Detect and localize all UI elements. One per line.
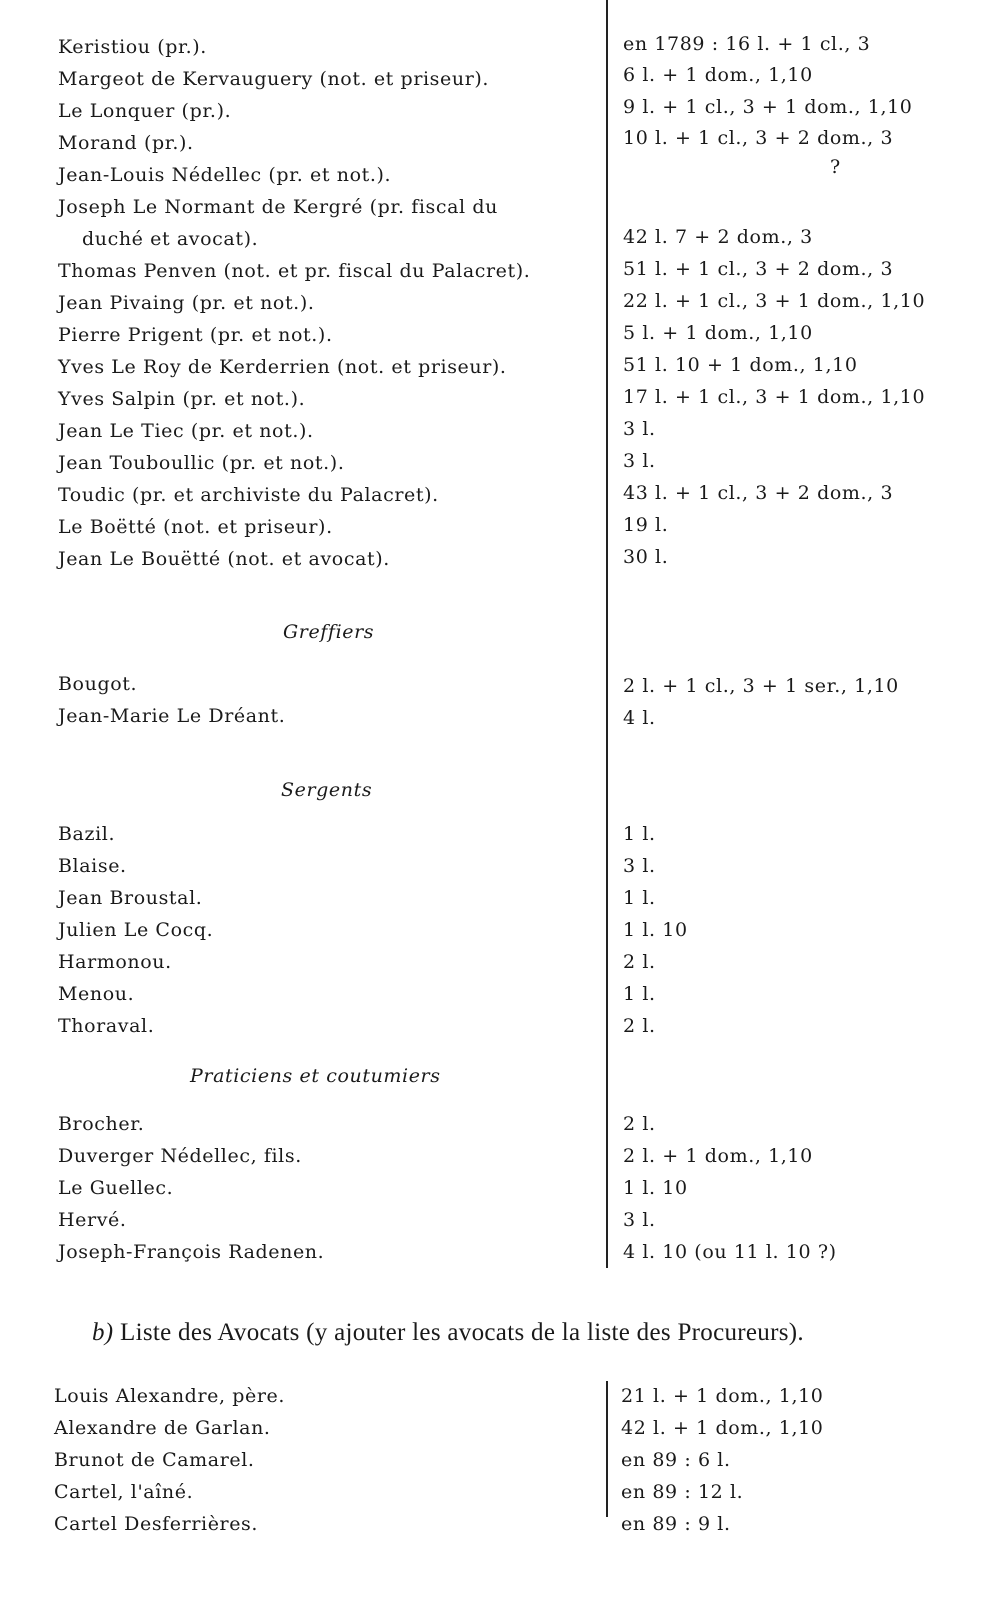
entry-value: 5 l. + 1 dom., 1,10 xyxy=(623,322,813,344)
entry-value: en 89 : 12 l. xyxy=(621,1481,744,1503)
entry-name: Joseph-François Radenen. xyxy=(58,1241,325,1263)
entry-value: ? xyxy=(830,156,841,178)
column-divider-top xyxy=(606,0,608,1268)
entry-value: 2 l. xyxy=(623,1113,656,1135)
section-heading-praticiens: Praticiens et coutumiers xyxy=(190,1065,441,1087)
entry-name: Alexandre de Garlan. xyxy=(54,1417,271,1439)
entry-value: 30 l. xyxy=(623,546,669,568)
entry-name: Jean-Louis Nédellec (pr. et not.). xyxy=(58,164,392,186)
entry-value: 1 l. 10 xyxy=(623,1177,688,1199)
entry-name: Yves Salpin (pr. et not.). xyxy=(58,388,306,410)
entry-name: Brunot de Camarel. xyxy=(54,1449,255,1471)
entry-value: 17 l. + 1 cl., 3 + 1 dom., 1,10 xyxy=(623,386,926,408)
entry-value: 3 l. xyxy=(623,418,656,440)
column-divider-bottom xyxy=(606,1381,608,1517)
entry-value: 21 l. + 1 dom., 1,10 xyxy=(621,1385,824,1407)
entry-name: Cartel, l'aîné. xyxy=(54,1481,194,1503)
entry-name: Jean Touboullic (pr. et not.). xyxy=(58,452,345,474)
section-title-avocats xyxy=(92,1319,804,1347)
entry-name: Morand (pr.). xyxy=(58,132,194,154)
entry-value: 1 l. xyxy=(623,887,656,909)
entry-name: Menou. xyxy=(58,983,135,1005)
entry-value: 4 l. xyxy=(623,707,656,729)
entry-value: 9 l. + 1 cl., 3 + 1 dom., 1,10 xyxy=(623,96,913,118)
entry-value: 2 l. xyxy=(623,1015,656,1037)
section-heading-greffiers: Greffiers xyxy=(283,621,375,643)
entry-name: Thomas Penven (not. et pr. fiscal du Palacret). xyxy=(58,260,531,282)
entry-name: Louis Alexandre, père. xyxy=(54,1385,286,1407)
entry-name: Harmonou. xyxy=(58,951,172,973)
entry-name: Bougot. xyxy=(58,673,138,695)
entry-value: 51 l. + 1 cl., 3 + 2 dom., 3 xyxy=(623,258,894,280)
entry-value: 3 l. xyxy=(623,450,656,472)
entry-name: Blaise. xyxy=(58,855,127,877)
entry-value: 1 l. xyxy=(623,983,656,1005)
entry-value: 2 l. xyxy=(623,951,656,973)
entry-value: 2 l. + 1 cl., 3 + 1 ser., 1,10 xyxy=(623,675,899,697)
entry-value: en 1789 : 16 l. + 1 cl., 3 xyxy=(623,33,871,55)
entry-name: Bazil. xyxy=(58,823,116,845)
entry-value: 2 l. + 1 dom., 1,10 xyxy=(623,1145,813,1167)
entry-name: Brocher. xyxy=(58,1113,145,1135)
section-title-text: Liste des Avocats (y ajouter les avocats de la liste des Procureurs). xyxy=(120,1319,804,1346)
entry-name: Keristiou (pr.). xyxy=(58,36,207,58)
entry-value: 10 l. + 1 cl., 3 + 2 dom., 3 xyxy=(623,127,894,149)
entry-name: Le Boëtté (not. et priseur). xyxy=(58,516,333,538)
entry-name: Joseph Le Normant de Kergré (pr. fiscal du xyxy=(58,196,498,218)
entry-value: 4 l. 10 (ou 11 l. 10 ?) xyxy=(623,1241,837,1263)
section-heading-sergents: Sergents xyxy=(281,779,373,801)
entry-value: 22 l. + 1 cl., 3 + 1 dom., 1,10 xyxy=(623,290,926,312)
entry-value: 1 l. xyxy=(623,823,656,845)
entry-name: Jean Le Bouëtté (not. et avocat). xyxy=(58,548,390,570)
entry-name: Jean-Marie Le Dréant. xyxy=(58,705,286,727)
entry-name: Hervé. xyxy=(58,1209,127,1231)
entry-name: Margeot de Kervauguery (not. et priseur). xyxy=(58,68,490,90)
entry-value: 19 l. xyxy=(623,514,669,536)
entry-name: Jean Le Tiec (pr. et not.). xyxy=(58,420,314,442)
entry-name: Toudic (pr. et archiviste du Palacret). xyxy=(58,484,439,506)
entry-name: Jean Broustal. xyxy=(58,887,203,909)
entry-value: 6 l. + 1 dom., 1,10 xyxy=(623,64,813,86)
entry-name: Pierre Prigent (pr. et not.). xyxy=(58,324,333,346)
entry-name: Cartel Desferrières. xyxy=(54,1513,259,1535)
section-letter: b) xyxy=(92,1319,114,1346)
entry-name-continuation: duché et avocat). xyxy=(82,228,259,250)
entry-name: Yves Le Roy de Kerderrien (not. et priseur). xyxy=(58,356,507,378)
entry-value: en 89 : 6 l. xyxy=(621,1449,731,1471)
entry-value: 43 l. + 1 cl., 3 + 2 dom., 3 xyxy=(623,482,894,504)
entry-value: 42 l. + 1 dom., 1,10 xyxy=(621,1417,824,1439)
entry-name: Le Guellec. xyxy=(58,1177,174,1199)
entry-value: 3 l. xyxy=(623,855,656,877)
entry-value: 42 l. 7 + 2 dom., 3 xyxy=(623,226,813,248)
entry-name: Thoraval. xyxy=(58,1015,155,1037)
entry-name: Duverger Nédellec, fils. xyxy=(58,1145,302,1167)
entry-value: 1 l. 10 xyxy=(623,919,688,941)
entry-name: Le Lonquer (pr.). xyxy=(58,100,232,122)
entry-name: Julien Le Cocq. xyxy=(58,919,214,941)
entry-value: 51 l. 10 + 1 dom., 1,10 xyxy=(623,354,858,376)
entry-value: en 89 : 9 l. xyxy=(621,1513,731,1535)
entry-name: Jean Pivaing (pr. et not.). xyxy=(58,292,315,314)
entry-value: 3 l. xyxy=(623,1209,656,1231)
